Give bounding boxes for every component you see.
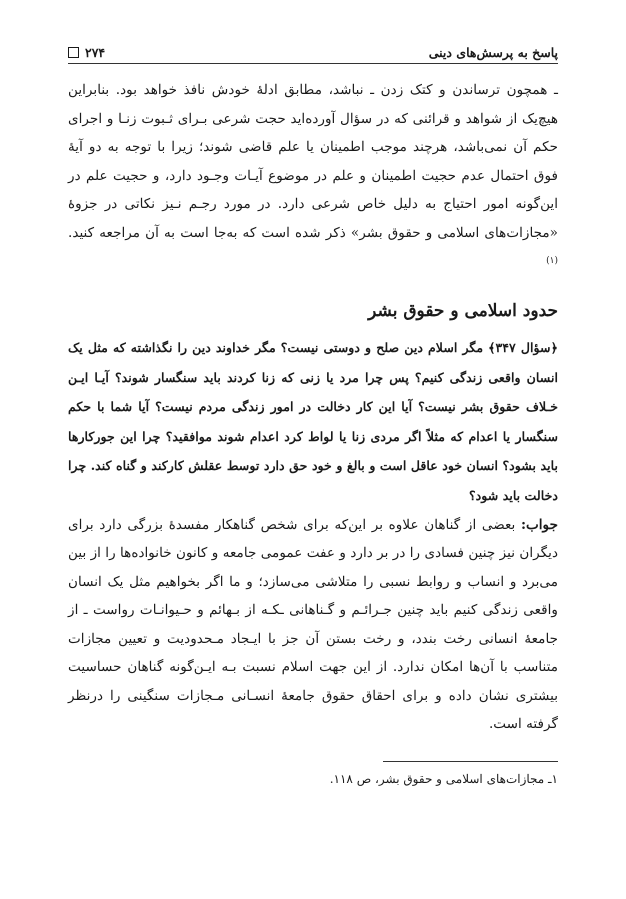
footnote-divider [383, 761, 558, 762]
footnote-reference: (۱) [546, 256, 558, 266]
intro-text: ـ همچون ترساندن و کتک زدن ـ نباشد، مطابق ادلهٔ خودش نافذ خواهد بود. بنابراین هیچ‌یک از شواهد و قرائنی که در سؤال آورده‌اید حجت شرعی بـرای ثـبوت زنـا و اجرای حکم آن نمی‌باشد، هرچند موجب اطمینان یا علم قاضی شوند؛ زیرا با توجه به دو آیهٔ فوق احتمال عدم حجیت اطمینان و علم در موضوع آیـات وجـود دارد، و حجیت علم در این‌گونه امور احتیاج به دلیل خاص شرعی دارد. در مورد رجـم نـیز نکاتی در جزوهٔ «مجازات‌های اسلامی و حقوق بشر» ذکر شده است که به‌جا است به آن مراجعه کنید. [68, 82, 558, 241]
square-icon [68, 47, 79, 58]
running-title: پاسخ به پرسش‌های دینی [428, 45, 558, 60]
answer-text: بعضی از گناهان علاوه بر این‌که برای شخص گناهکار مفسدهٔ بزرگی دارد برای دیگران نیز چنین فسادی را در بر دارد و عفت عمومی جامعه و کانون خانواده‌ها را از بین می‌برد و انساب و روابط نسبی را متلاشی می‌سازد؛ و ما اگر بخواهیم مثل یک انسان واقعی زندگی کنیم باید چنین جـرائـم و گـناهانی ـکـه از بـهائم و حـیوانـات رواست ـ از جامعهٔ انسانی رخت بندد، و رخت بستن آن جز با ایـجاد مـحدودیت و تعیین مجازات متناسب با آن‌ها امکان ندارد. از این جهت اسلام نسبت بـه ایـن‌گونه گناهان حساسیت بیشتری نشان داده و برای احقاق حقوق جامعهٔ انسـانی مـجازات سنگینی را درنظر گرفته است. [68, 516, 558, 733]
answer-paragraph [68, 511, 558, 739]
page-number: ۲۷۴ [85, 45, 106, 60]
section-heading: حدود اسلامی و حقوق بشر [368, 301, 558, 322]
question-paragraph: ﴿سؤال ۳۴۷﴾ مگر اسلام دین صلح و دوستی نیست؟ مگر خداوند دین را نگذاشته که مثل یک انسان واقعی زندگی کنیم؟ پس چرا مرد یا زنی که زنا کردند باید سنگسار شوند؟ آیـا ایـن خـلاف حقوق بشر نیست؟ آیا این کار دخالت در امور زندگی مردم نیست؟ آیا شما با حکم سنگسار یا اعدام که مثلاً اگر مردی زنا یا لواط کرد اعدام شوند موافقید؟ چرا این جورکارها باید بشود؟ انسان خود عاقل است و بالغ و خود حق دارد توسط عقلش کارکند و گناه کند. چرا دخالت باید شود؟ [68, 340, 558, 503]
page-number-block [68, 45, 105, 60]
footnote: ۱ـ مجازات‌های اسلامی و حقوق بشر، ص ۱۱۸. [329, 771, 558, 786]
intro-paragraph [68, 76, 558, 279]
book-page [68, 30, 558, 786]
page-header [68, 30, 558, 64]
answer-lead: جواب: [520, 516, 558, 533]
